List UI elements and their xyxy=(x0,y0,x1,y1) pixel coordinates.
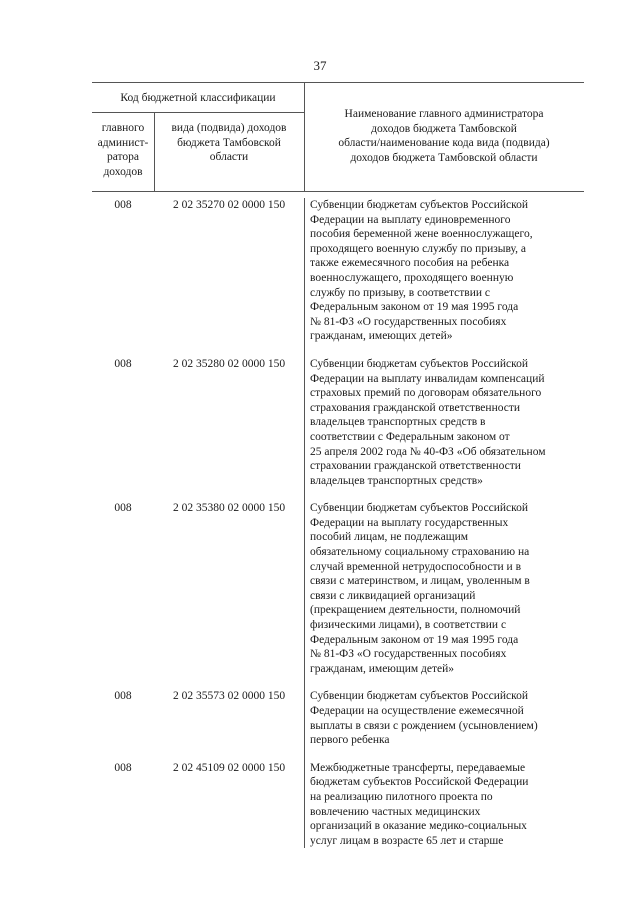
name-line: Федерации на выплату государственных xyxy=(310,516,509,529)
header-admin-line: ратора xyxy=(106,151,140,163)
page-number: 37 xyxy=(313,58,327,73)
revenue-code-cell: 2 02 35380 02 0000 150 xyxy=(172,502,286,515)
name-line: страхования гражданской ответственности xyxy=(310,401,521,414)
revenue-name-cell xyxy=(304,357,584,488)
name-line: соответствии с Федеральным законом от xyxy=(310,430,510,443)
name-line: службу по призыву, в соответствии с xyxy=(310,286,491,299)
name-line: 25 апреля 2002 года № 40-ФЗ «Об обязательном xyxy=(310,445,546,458)
header-name-line: области/наименование кода вида (подвида) xyxy=(338,137,550,149)
revenue-name-cell xyxy=(304,689,584,747)
revenue-code-cell: 2 02 35573 02 0000 150 xyxy=(172,690,286,703)
name-line: (прекращением деятельности, полномочий xyxy=(310,604,521,617)
name-line: владельцев транспортных средств в xyxy=(310,416,486,429)
name-line: случай временной нетрудоспособности и в xyxy=(310,560,522,573)
name-line: Федерации на выплату единовременного xyxy=(310,213,511,226)
revenue-code-cell: 2 02 35270 02 0000 150 xyxy=(172,199,286,211)
budget-classification-table xyxy=(92,82,584,848)
table-row xyxy=(92,198,584,344)
name-line: № 81-ФЗ «О государственных пособиях xyxy=(310,648,507,661)
revenue-code-cell: 2 02 45109 02 0000 150 xyxy=(172,761,286,774)
name-line: связи с материнством, и лицам, уволенным в xyxy=(310,575,530,588)
table-row xyxy=(92,689,584,747)
name-line: военнослужащего, проходящего военную xyxy=(310,271,514,284)
name-line: Субвенции бюджетам субъектов Российской xyxy=(310,502,529,515)
admin-code-cell: 008 xyxy=(114,761,132,774)
name-line: проходящего военную службу по призыву, а xyxy=(310,242,526,255)
name-line: организаций в оказание медико-социальных xyxy=(310,820,527,833)
name-line: владельцев транспортных средств» xyxy=(310,474,483,487)
name-line: бюджетам субъектов Российской Федерации xyxy=(310,776,529,789)
admin-code-cell: 008 xyxy=(114,199,132,211)
name-line: страховании гражданской ответственности xyxy=(310,460,521,473)
header-type-line: вида (подвида) доходов xyxy=(171,122,287,134)
header-type-line: бюджета Тамбовской xyxy=(177,136,281,149)
name-line: Субвенции бюджетам субъектов Российской xyxy=(310,357,529,370)
revenue-name-cell xyxy=(304,501,584,676)
table-body xyxy=(92,198,584,848)
header-type-line: области xyxy=(209,151,249,163)
name-line: связи с ликвидацией организаций xyxy=(310,589,476,602)
admin-code-cell: 008 xyxy=(114,502,132,515)
name-line: гражданам, имеющих детей» xyxy=(310,330,453,343)
admin-code-cell: 008 xyxy=(114,690,132,703)
header-admin-line: админист- xyxy=(97,136,149,149)
header-admin-line: доходов xyxy=(103,165,143,178)
header-type-column xyxy=(154,121,304,165)
name-line: вовлечению частных медицинских xyxy=(310,805,481,818)
header-name-line: доходов бюджета Тамбовской области xyxy=(350,151,538,164)
body-divider xyxy=(304,198,305,848)
name-line: Субвенции бюджетам субъектов Российской xyxy=(310,690,529,703)
name-line: пособий лицам, не подлежащим xyxy=(310,531,468,544)
table-header xyxy=(92,82,584,192)
name-line: Федеральным законом от 19 мая 1995 года xyxy=(310,633,519,646)
revenue-code-cell: 2 02 35280 02 0000 150 xyxy=(172,357,286,370)
header-admin-column xyxy=(92,121,154,179)
header-name-line: Наименование главного администратора xyxy=(344,108,544,120)
name-line: пособия беременной жене военнослужащего, xyxy=(310,228,533,241)
header-group-title: Код бюджетной классификации xyxy=(120,92,276,104)
table-row xyxy=(92,357,584,488)
name-line: физическими лицами), в соответствии с xyxy=(310,619,507,632)
name-line: Субвенции бюджетам субъектов Российской xyxy=(310,199,529,211)
name-line: Федерации на осуществление ежемесячной xyxy=(310,705,524,717)
header-name-column xyxy=(304,107,584,165)
name-line: первого ребенка xyxy=(310,734,390,747)
name-line: Федерации на выплату инвалидам компенсаций xyxy=(310,372,545,385)
name-line: Межбюджетные трансферты, передаваемые xyxy=(310,761,526,774)
admin-code-cell: 008 xyxy=(114,357,132,370)
name-line: на реализацию пилотного проекта по xyxy=(310,790,493,803)
revenue-name-cell xyxy=(304,761,584,849)
name-line: страховых премий по договорам обязательного xyxy=(310,387,542,400)
name-line: № 81-ФЗ «О государственных пособиях xyxy=(310,315,507,328)
name-line: выплаты в связи с рождением (усыновлением) xyxy=(310,719,538,732)
table-row xyxy=(92,761,584,849)
name-line: Федеральным законом от 19 мая 1995 года xyxy=(310,301,519,314)
name-line: обязательному социальному страхованию на xyxy=(310,546,530,559)
header-group-line xyxy=(92,112,304,113)
name-line: также ежемесячного пособия на ребенка xyxy=(310,257,510,270)
name-line: гражданам, имеющим детей» xyxy=(310,662,455,675)
header-name-line: доходов бюджета Тамбовской xyxy=(371,122,517,135)
revenue-name-cell xyxy=(304,198,584,344)
header-admin-line: главного xyxy=(101,122,145,134)
table-row xyxy=(92,501,584,676)
name-line: услуг лицам в возрасте 65 лет и старше xyxy=(310,834,504,847)
